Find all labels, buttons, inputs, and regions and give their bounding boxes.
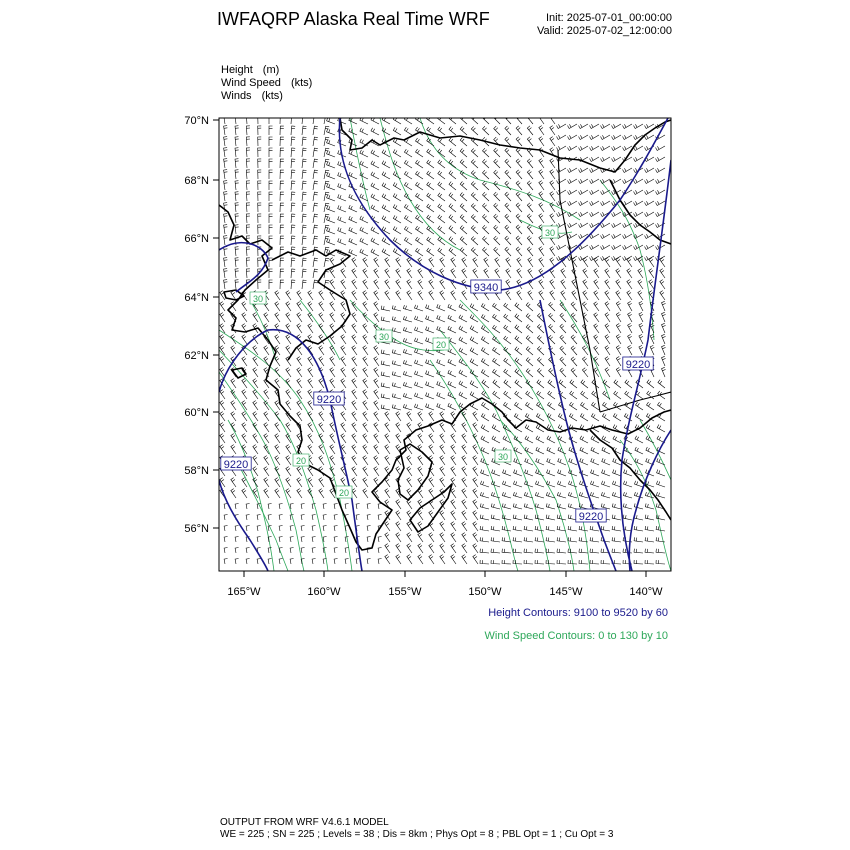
lat-label: 64°N <box>184 292 209 304</box>
wind-contour-label: 30 <box>544 228 556 238</box>
field-height: Height (m) <box>221 64 280 76</box>
map-title: IWFAQRP Alaska Real Time WRF <box>217 9 490 29</box>
height-legend: Height Contours: 9100 to 9520 by 60 <box>488 607 668 619</box>
latitude-labels <box>184 115 209 535</box>
height-contour-label: 9220 <box>578 511 604 523</box>
field-winds: Winds (kts) <box>221 90 283 102</box>
lon-label: 155°W <box>388 586 422 598</box>
lon-label: 140°W <box>629 586 663 598</box>
footer-line-1: OUTPUT FROM WRF V4.6.1 MODEL <box>220 817 389 828</box>
height-contour-label: 9340 <box>473 282 499 294</box>
lon-label: 165°W <box>227 586 261 598</box>
wind-contour-label: 30 <box>497 452 509 462</box>
wind-contour-label: 20 <box>435 340 447 350</box>
lat-label: 70°N <box>184 115 209 127</box>
wind-contour-label: 20 <box>295 456 307 466</box>
longitude-labels <box>227 586 663 598</box>
model-footer <box>220 817 613 841</box>
field-wind-speed: Wind Speed (kts) <box>221 77 313 89</box>
height-contour-label: 9220 <box>223 459 249 471</box>
height-contour-label: 9220 <box>316 394 342 406</box>
height-contour-label: 9220 <box>625 359 651 371</box>
lon-label: 145°W <box>549 586 583 598</box>
lat-label: 58°N <box>184 465 209 477</box>
valid-time: Valid: 2025-07-02_12:00:00 <box>537 25 672 37</box>
footer-line-2: WE = 225 ; SN = 225 ; Levels = 38 ; Dis = 8km ; Phys Opt = 8 ; PBL Opt = 1 ; Cu Opt = 3 <box>220 829 614 840</box>
lon-label: 150°W <box>468 586 502 598</box>
lat-label: 62°N <box>184 350 209 362</box>
lat-label: 56°N <box>184 523 209 535</box>
wind-legend: Wind Speed Contours: 0 to 130 by 10 <box>484 630 668 642</box>
lat-label: 60°N <box>184 407 209 419</box>
wind-contour-label: 20 <box>338 488 350 498</box>
lon-label: 160°W <box>307 586 341 598</box>
wind-contour-label: 30 <box>252 294 264 304</box>
lat-label: 68°N <box>184 175 209 187</box>
wind-contour-label: 30 <box>378 332 390 342</box>
lat-label: 66°N <box>184 233 209 245</box>
init-time: Init: 2025-07-01_00:00:00 <box>546 12 672 24</box>
